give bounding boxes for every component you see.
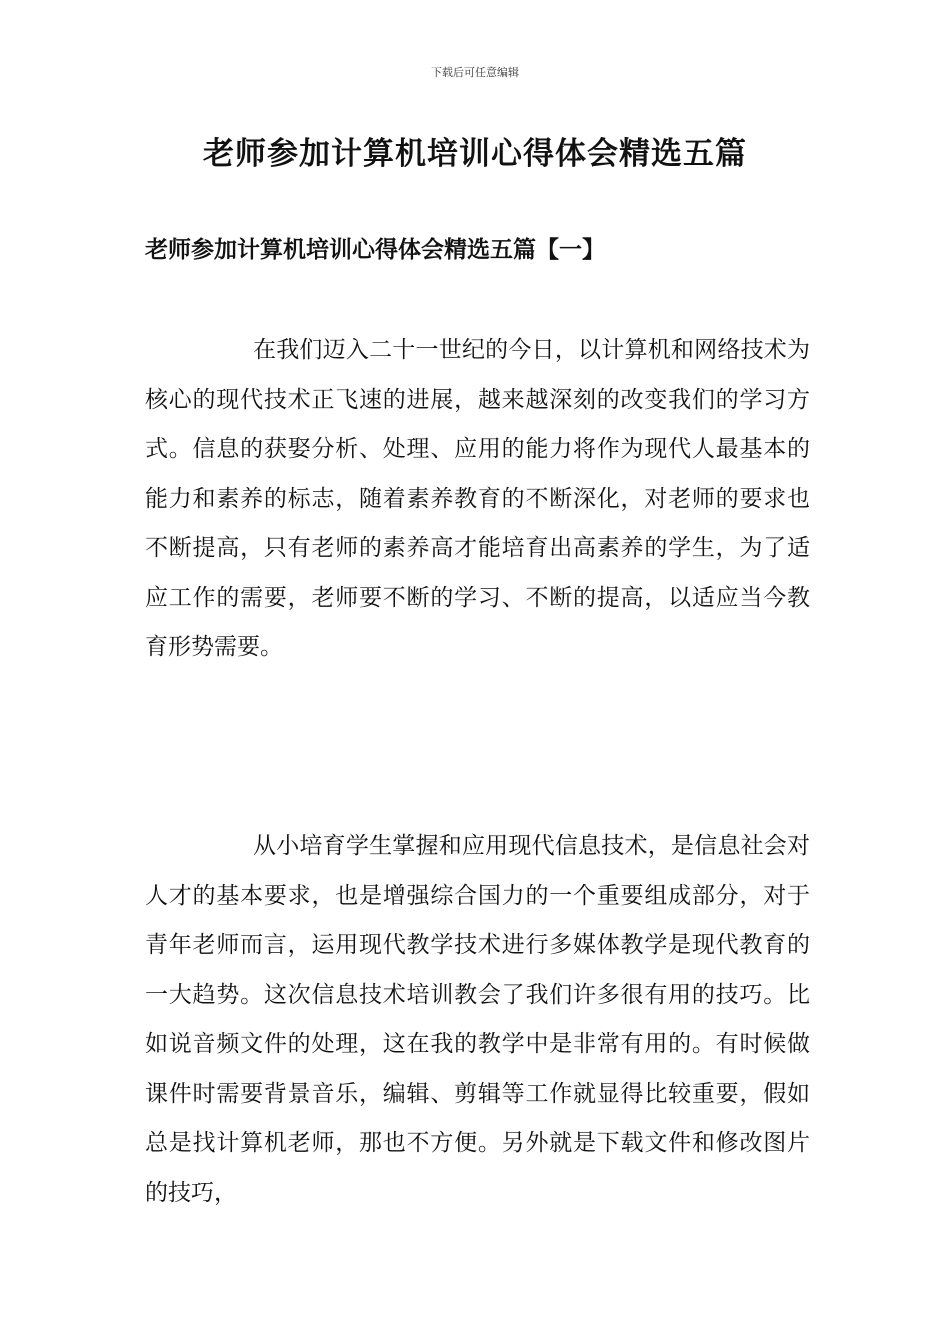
body-paragraph-1: 在我们迈入二十一世纪的今日，以计算机和网络技术为核心的现代技术正飞速的进展，越来越深刻的改变我们的学习方式。信息的获娶分析、处理、应用的能力将作为现代人最基本的能力和素养的标志，随着素养教育的不断深化，对老师的要求也不断提高，只有老师的素养高才能培育出高素养的学生，为了适应工作的需要，老师要不断的学习、不断的提高，以适应当今教育形势需要。 xyxy=(145,337,810,660)
document-title: 老师参加计算机培训心得体会精选五篇 xyxy=(203,136,747,172)
section-heading: 老师参加计算机培训心得体会精选五篇【一】 xyxy=(145,236,605,263)
body-paragraph-2: 从小培育学生掌握和应用现代信息技术，是信息社会对人才的基本要求，也是增强综合国力的一个重要组成部分，对于青年老师而言，运用现代教学技术进行多媒体教学是现代教育的一大趋势。这次信息技术培训教会了我们许多很有用的技巧。比如说音频文件的处理，这在我的教学中是非常有用的。有时候做课件时需要背景音乐，编辑、剪辑等工作就显得比较重要，假如总是找计算机老师，那也不方便。另外就是下载文件和修改图片的技巧， xyxy=(145,833,810,1206)
header-note: 下载后可任意编辑 xyxy=(431,66,519,79)
